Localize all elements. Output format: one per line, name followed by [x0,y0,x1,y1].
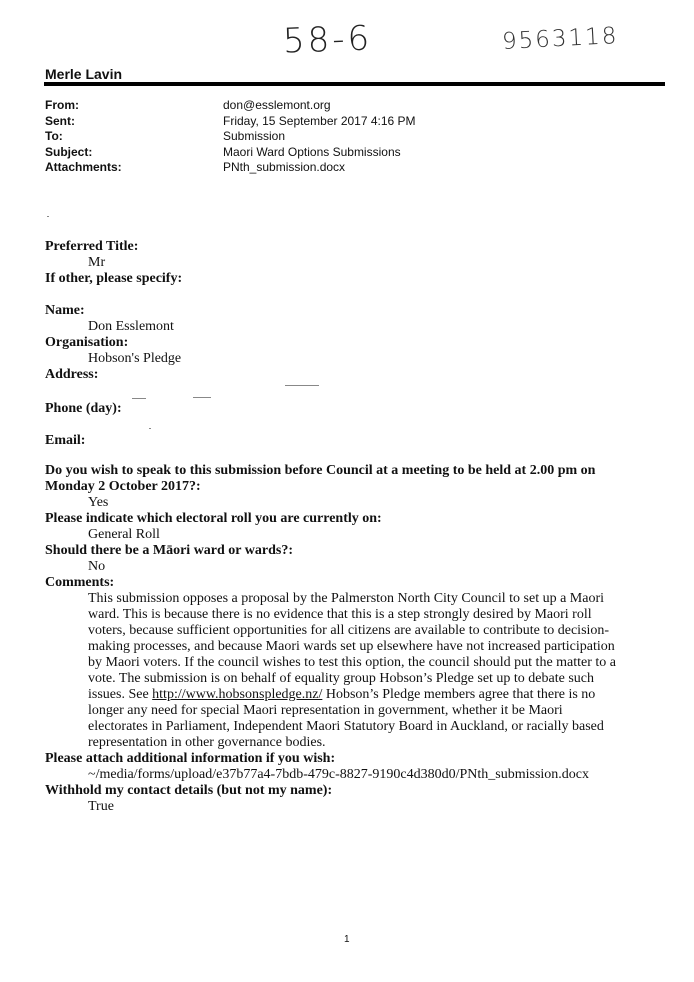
section-questions [45,463,647,815]
attachment-value: PNth_submission.docx [223,160,346,174]
organisation-value: Hobson's Pledge [88,351,182,366]
to-value: Submission [223,129,286,143]
preferred-title-value: Mr [88,255,106,270]
attachment-path: ~/media/forms/upload/e37b77a4-7bdb-479c-8827-9190c4d380d0/PNth_submission.docx [88,767,590,782]
redaction-trace [132,398,146,399]
roll-answer: General Roll [88,527,160,542]
phone-row [45,401,122,417]
comments-label: Comments: [45,575,115,590]
preferred-title-label: Preferred Title: [45,239,139,254]
handwritten-reference-right: 9563118 [501,22,620,56]
header-row-attachments: Attachments: PNth_submission.docx [45,160,346,174]
section-title [45,239,182,287]
header-rule [44,82,665,86]
mailbox-owner: Merle Lavin [45,66,123,82]
other-title-label: If other, please specify: [45,271,183,286]
speak-question: Do you wish to speak to this submission before Council at a meeting to be held at 2.00 pm on Monday 2 October 2017?: [45,463,596,494]
scan-speck [149,428,151,429]
handwritten-reference-left: 58-6 [282,18,373,62]
from-value: don@esslemont.org [223,98,331,112]
email-header [45,98,416,176]
withhold-label: Withhold my contact details (but not my name): [45,783,333,798]
header-row-to: To: Submission [45,129,286,143]
header-row-from: From: don@esslemont.org [45,98,331,112]
header-row-sent: Sent: Friday, 15 September 2017 4:16 PM [45,113,416,128]
email-row [45,433,85,449]
redaction-trace [285,385,319,386]
comments-body: This submission opposes a proposal by the Palmerston North City Council to set up a Maori ward. This is because there is no evidence that this is a step strongly desired by Maori roll voters, because sufficient opportunities for all citizens are available to contribute to decision-making processes, and because Maori wards set up elsewhere have not increased participation by Maori voters. If the council wishes to test this option, the council should put the matter to a vote. The submission is on behalf of equality group Hobson’s Pledge set up to debate such issues. See http://www.hobsonspledge.nz/ Hobson’s Pledge members agree that there is no longer any need for special Maori representation in government, whether it be Maori electorates in Parliament, Independent Maori Statutory Board in Auckland, or racially based representation in other governance bodies. [88,591,617,750]
redaction-trace [193,397,211,398]
name-value: Don Esslemont [88,319,174,334]
phone-label: Phone (day): [45,401,122,416]
hobsons-pledge-link[interactable]: http://www.hobsonspledge.nz/ [152,687,323,702]
attach-label: Please attach additional information if you wish: [45,751,336,766]
page-number: 1 [344,934,350,945]
withhold-value: True [88,799,114,814]
scan-speck [47,216,49,217]
section-contact [45,303,181,383]
email-label: Email: [45,433,86,448]
organisation-label: Organisation: [45,335,129,350]
ward-question: Should there be a Māori ward or wards?: [45,543,293,558]
address-label: Address: [45,367,99,382]
subject-value: Maori Ward Options Submissions [223,144,401,159]
ward-answer: No [88,559,106,574]
speak-answer: Yes [88,495,109,510]
name-label: Name: [45,303,85,318]
sent-value: Friday, 15 September 2017 4:16 PM [223,113,416,128]
header-row-subject: Subject: Maori Ward Options Submissions [45,144,401,159]
roll-question: Please indicate which electoral roll you are currently on: [45,511,382,526]
